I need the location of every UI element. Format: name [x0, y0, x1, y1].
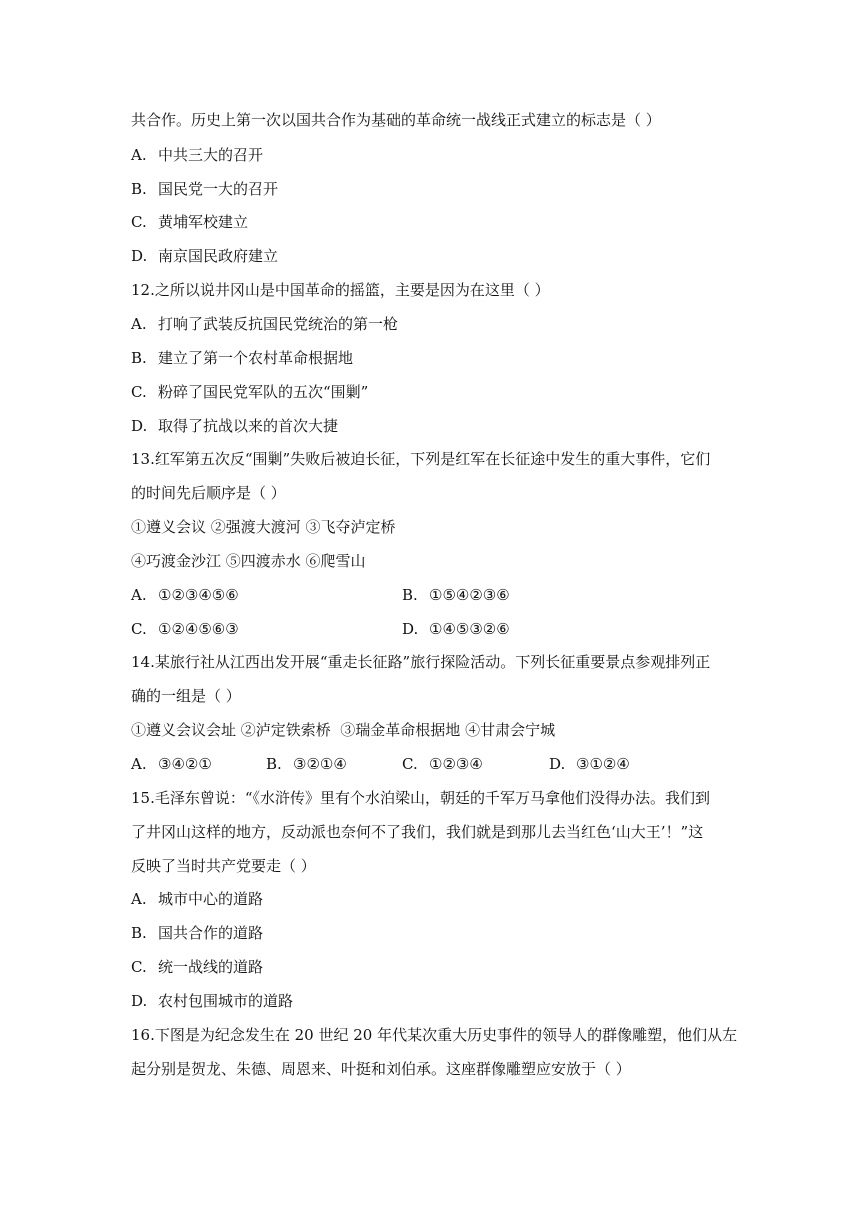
q15-option-d [131, 991, 293, 1011]
option-letter: A. [131, 315, 147, 333]
q16-stem-line2: 起分别是贺龙、朱德、周恩来、叶挺和刘伯承。这座群像雕塑应安放于（ ） [131, 1060, 631, 1078]
q14-option-a [131, 754, 212, 774]
option-letter: B. [266, 755, 282, 773]
q15-stem-line2: 了井冈山这样的地方，反动派也奈何不了我们，我们就是到那儿去当红色‘山大王’！”这 [131, 823, 704, 841]
q16-stem-line1: 16.下图是为纪念发生在 20 世纪 20 年代某次重大历史事件的领导人的群像雕塑，他们从左 [131, 1026, 738, 1044]
option-text: 国民党一大的召开 [158, 180, 279, 198]
option-text: 取得了抗战以来的首次大捷 [158, 417, 339, 435]
q11-option-c [131, 212, 248, 232]
q11-option-b [131, 179, 278, 199]
q13-options-row2 [131, 619, 239, 639]
option-letter: C. [402, 755, 418, 773]
option-letter: B. [131, 180, 147, 198]
option-text: 粉碎了国民党军队的五次“围剿” [158, 383, 369, 401]
option-letter: C. [131, 213, 147, 231]
option-letter: A. [131, 586, 147, 604]
q15-option-a [131, 889, 263, 909]
option-text: 建立了第一个农村革命根据地 [158, 349, 354, 367]
option-text: ①②③④ [429, 755, 483, 773]
option-letter: C. [131, 958, 147, 976]
option-letter: B. [402, 586, 418, 604]
option-letter: B. [131, 349, 147, 367]
q12-option-d [131, 416, 338, 436]
q13-events-line1: ①遵义会议 ②强渡大渡河 ③飞夺泸定桥 [131, 518, 396, 536]
option-text: 国共合作的道路 [158, 924, 264, 942]
option-text: 城市中心的道路 [158, 890, 264, 908]
q13-option-b [402, 585, 510, 605]
option-text: ①④⑤③②⑥ [429, 620, 510, 638]
option-text: ①⑤④②③⑥ [429, 586, 510, 604]
option-text: 中共三大的召开 [158, 146, 264, 164]
option-text: 黄埔军校建立 [158, 213, 249, 231]
q12-stem: 12.之所以说井冈山是中国革命的摇篮，主要是因为在这里（ ） [131, 281, 550, 299]
option-text: ①②③④⑤⑥ [158, 586, 239, 604]
q12-option-b [131, 348, 353, 368]
q14-sites: ①遵义会议会址 ②泸定铁索桥 ③瑞金革命根据地 ④甘肃会宁城 [131, 721, 556, 739]
q14-option-c [402, 754, 483, 774]
option-text: ③①②④ [576, 755, 630, 773]
q13-option-d [402, 619, 510, 639]
option-letter: C. [131, 383, 147, 401]
option-text: 农村包围城市的道路 [158, 992, 294, 1010]
q15-stem-line1: 15.毛泽东曾说：“《水浒传》里有个水泊梁山，朝廷的千军万马拿他们没得办法。我们到 [131, 789, 711, 807]
option-text: ③②①④ [293, 755, 347, 773]
option-text: 打响了武装反抗国民党统治的第一枪 [158, 315, 399, 333]
q15-option-c [131, 957, 263, 977]
option-letter: D. [131, 992, 148, 1010]
q14-option-b [266, 754, 347, 774]
q14-stem-line1: 14.某旅行社从江西出发开展“重走长征路”旅行探险活动。下列长征重要景点参观排列正 [131, 653, 711, 671]
option-letter: A. [131, 755, 147, 773]
q14-stem-line2: 确的一组是（ ） [131, 687, 241, 705]
option-text: ③④②① [158, 755, 212, 773]
option-text: 统一战线的道路 [158, 958, 264, 976]
q14-option-d [549, 754, 630, 774]
q13-options-row1 [131, 585, 239, 605]
q12-option-a [131, 314, 398, 334]
option-letter: A. [131, 146, 147, 164]
q13-stem-line1: 13.红军第五次反“围剿”失败后被迫长征，下列是红军在长征途中发生的重大事件，它们 [131, 450, 711, 468]
q12-option-c [131, 382, 368, 402]
option-letter: D. [131, 417, 148, 435]
option-letter: C. [131, 620, 147, 638]
q13-stem-line2: 的时间先后顺序是（ ） [131, 484, 286, 502]
option-letter: A. [131, 890, 147, 908]
option-letter: D. [402, 620, 419, 638]
option-letter: B. [131, 924, 147, 942]
q15-option-b [131, 923, 263, 943]
q11-option-a [131, 145, 263, 165]
option-letter: D. [131, 247, 148, 265]
q15-stem-line3: 反映了当时共产党要走（ ） [131, 857, 316, 875]
option-text: 南京国民政府建立 [158, 247, 279, 265]
option-text: ①②④⑤⑥③ [158, 620, 239, 638]
q11-stem-tail: 共合作。历史上第一次以国共合作为基础的革命统一战线正式建立的标志是（ ） [131, 111, 661, 129]
option-letter: D. [549, 755, 566, 773]
q13-events-line2: ④巧渡金沙江 ⑤四渡赤水 ⑥爬雪山 [131, 552, 366, 570]
q11-option-d [131, 246, 278, 266]
